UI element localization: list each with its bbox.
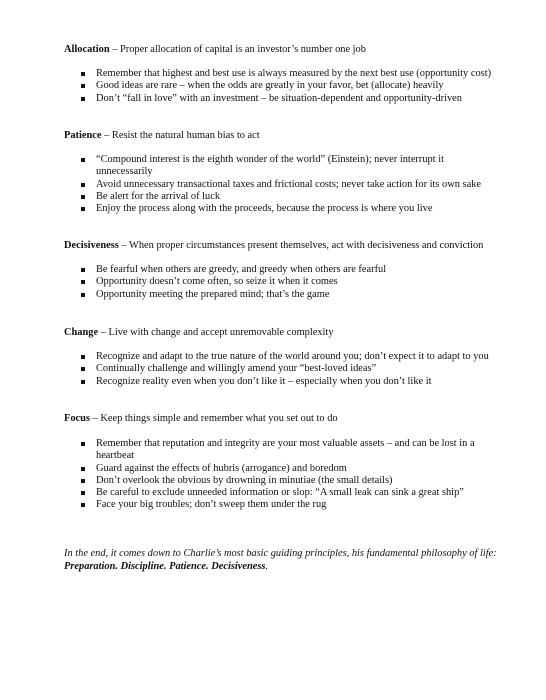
section-term: Focus xyxy=(64,413,90,424)
section-description: – Resist the natural human bias to act xyxy=(101,130,260,141)
conclusion-word-discipline: Discipline xyxy=(120,560,164,572)
section-allocation xyxy=(64,44,494,105)
section-decisiveness xyxy=(64,240,494,301)
bullet-item: Enjoy the process along with the proceeds, because the process is where you live xyxy=(64,203,494,215)
conclusion-separator: . xyxy=(206,560,212,572)
bullet-item: Remember that highest and best use is always measured by the next best use (opportunity cost) xyxy=(64,68,494,80)
conclusion-word-preparation: Preparation xyxy=(64,560,116,572)
bullet-item: Be alert for the arrival of luck xyxy=(64,191,494,203)
bullet-item: Good ideas are rare – when the odds are greatly in your favor, bet (allocate) heavily xyxy=(64,80,494,92)
conclusion-intro: In the end, it comes down to Charlie’s most basic guiding principles, his fundamental philosophy of life: xyxy=(64,548,497,560)
section-focus xyxy=(64,413,494,511)
section-description: – Keep things simple and remember what you set out to do xyxy=(89,413,338,424)
bullet-item: Be careful to exclude unneeded information or slop: “A small leak can sink a great ship” xyxy=(64,487,494,499)
bullet-item: “Compound interest is the eighth wonder of the world” (Einstein); never interrupt it unnecessarily xyxy=(64,154,494,178)
bullet-list xyxy=(64,154,494,215)
conclusion-word-patience: Patience xyxy=(169,560,207,572)
section-heading xyxy=(64,327,494,339)
conclusion-paragraph xyxy=(64,548,504,572)
bullet-item: Face your big troubles; don’t sweep them under the rug xyxy=(64,499,494,511)
section-heading xyxy=(64,44,494,56)
section-term: Decisiveness xyxy=(64,240,119,251)
conclusion-separator: . xyxy=(115,560,121,572)
section-description: – Live with change and accept unremovable complexity xyxy=(98,327,334,338)
bullet-list xyxy=(64,68,494,105)
section-patience xyxy=(64,130,494,215)
bullet-item: Don’t overlook the obvious by drowning in minutiae (the small details) xyxy=(64,475,494,487)
section-description: – When proper circumstances present themselves, act with decisiveness and conviction xyxy=(118,240,484,251)
bullet-item: Guard against the effects of hubris (arrogance) and boredom xyxy=(64,463,494,475)
section-term: Change xyxy=(64,327,99,338)
section-heading xyxy=(64,240,494,252)
section-term: Patience xyxy=(64,130,102,141)
bullet-list xyxy=(64,438,494,511)
section-term: Allocation xyxy=(64,44,110,55)
section-heading xyxy=(64,130,494,142)
conclusion-end: . xyxy=(265,560,269,572)
bullet-item: Continually challenge and willingly amend your “best-loved ideas” xyxy=(64,363,494,375)
bullet-item: Avoid unnecessary transactional taxes and frictional costs; never take action for its own sake xyxy=(64,179,494,191)
bullet-item: Recognize and adapt to the true nature of the world around you; don’t expect it to adapt to you xyxy=(64,351,494,363)
section-heading xyxy=(64,413,494,425)
bullet-list xyxy=(64,351,494,388)
conclusion-separator: . xyxy=(163,560,170,572)
bullet-item: Opportunity doesn’t come often, so seize it when it comes xyxy=(64,276,494,288)
bullet-item: Remember that reputation and integrity are your most valuable assets – and can be lost in a heartbeat xyxy=(64,438,494,462)
bullet-item: Opportunity meeting the prepared mind; that’s the game xyxy=(64,289,494,301)
bullet-list xyxy=(64,264,494,301)
section-description: – Proper allocation of capital is an investor’s number one job xyxy=(109,44,366,55)
bullet-item: Recognize reality even when you don’t like it – especially when you don’t like it xyxy=(64,376,494,388)
bullet-item: Don’t “fall in love” with an investment – be situation-dependent and opportunity-driven xyxy=(64,93,494,105)
conclusion-word-decisiveness: Decisiveness xyxy=(211,560,266,572)
bullet-item: Be fearful when others are greedy, and greedy when others are fearful xyxy=(64,264,494,276)
section-change xyxy=(64,327,494,388)
